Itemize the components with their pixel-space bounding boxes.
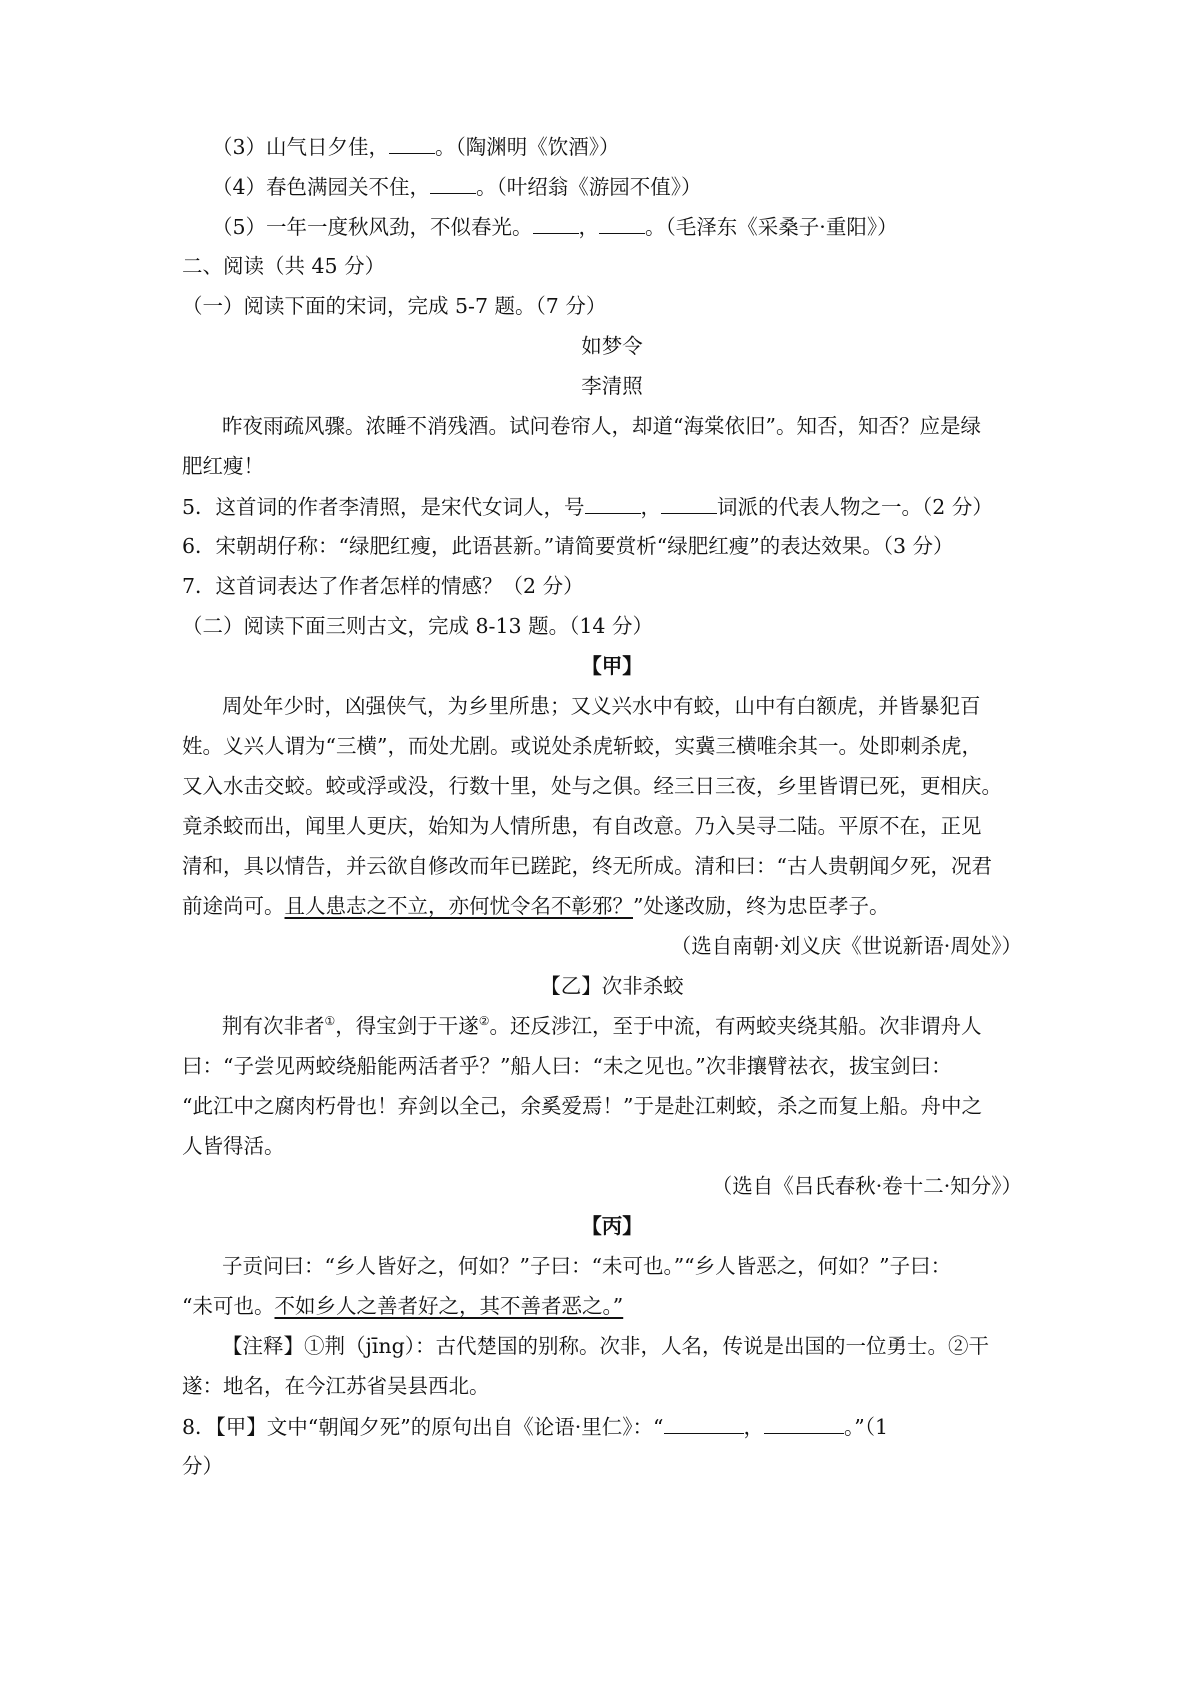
answer-blank[interactable] xyxy=(430,173,476,194)
poem-text-line: 昨夜雨疏风骤。浓睡不消残酒。试问卷帘人，却道“海棠依旧”。知否，知否？应是绿 xyxy=(222,414,981,438)
passage-yi-line: “此江中之腐肉朽骨也！弃剑以全己，余奚爱焉！”于是赴江刺蛟，杀之而复上船。舟中之 xyxy=(182,1094,982,1118)
passage-jia-line: 清和，具以情告，并云欲自修改而年已蹉跎，终无所成。清和曰：“古人贵朝闻夕死，况君 xyxy=(182,854,992,878)
passage-bing-title: 【丙】 xyxy=(581,1214,643,1238)
question-7: 7．这首词表达了作者怎样的情感？（2 分） xyxy=(182,574,584,598)
question-5: 5．这首词的作者李清照，是宋代女词人，号 ， 词派的代表人物之一。（2 分） xyxy=(182,495,993,519)
passage-jia-line: 又入水击交蛟。蛟或浮或没，行数十里，处与之俱。经三日三夜，乡里皆谓已死，更相庆。 xyxy=(182,774,1002,798)
part2-intro: （二）阅读下面三则古文，完成 8-13 题。（14 分） xyxy=(182,614,653,638)
q1-item-4: （4）春色满园关不住， 。（叶绍翁《游园不值》） xyxy=(212,175,702,199)
answer-blank[interactable] xyxy=(764,1413,844,1434)
section-title: 二、阅读（共 45 分） xyxy=(182,254,386,278)
notes-line: 【注释】①荆（jīng）：古代楚国的别称。次非，人名，传说是出国的一位勇士。②干 xyxy=(222,1334,989,1358)
answer-blank[interactable] xyxy=(389,133,435,154)
passage-yi-line: 曰：“子尝见两蛟绕船能两活者乎？”船人曰：“未之见也。”次非攘臂祛衣，拔宝剑曰： xyxy=(182,1054,952,1078)
poem-author: 李清照 xyxy=(581,374,643,398)
passage-yi-line: 人皆得活。 xyxy=(182,1134,285,1158)
q1-item-5: （5）一年一度秋风劲，不似春光。 ， 。（毛泽东《采桑子·重阳》） xyxy=(212,215,898,239)
answer-blank[interactable] xyxy=(664,1413,744,1434)
passage-yi-source: （选自《吕氏春秋·卷十二·知分》） xyxy=(711,1174,1022,1198)
part1-intro: （一）阅读下面的宋词，完成 5-7 题。（7 分） xyxy=(182,294,607,318)
question-8: 8．【甲】文中“朝闻夕死”的原句出自《论语·里仁》：“ ， 。”（1 xyxy=(182,1415,889,1439)
passage-jia-line: 竟杀蛟而出，闻里人更庆，始知为人情所患，有自改意。乃入吴寻二陆。平原不在，正见 xyxy=(182,814,982,838)
notes-line: 遂：地名，在今江苏省吴县西北。 xyxy=(182,1374,490,1398)
q1-item-3: （3）山气日夕佳， 。（陶渊明《饮酒》） xyxy=(212,135,620,159)
poem-text-line: 肥红瘦！ xyxy=(182,454,264,478)
passage-yi-title: 【乙】次非杀蛟 xyxy=(540,974,684,998)
answer-blank[interactable] xyxy=(661,493,717,514)
passage-bing-line: 子贡问曰：“乡人皆好之，何如？”子曰：“未可也。”“乡人皆恶之，何如？”子曰： xyxy=(222,1254,952,1278)
passage-jia-source: （选自南朝·刘义庆《世说新语·周处》） xyxy=(670,934,1022,958)
underlined-sentence: 不如乡人之善者好之，其不善者恶之。” xyxy=(274,1294,624,1318)
passage-jia-title: 【甲】 xyxy=(581,654,643,678)
underlined-sentence: 且人患志之不立，亦何忧令名不彰邪？ xyxy=(284,894,633,918)
note-marker: ② xyxy=(478,1014,490,1029)
passage-jia-line: 姓。义兴人谓为“三横”，而处尤剧。或说处杀虎斩蛟，实冀三横唯余其一。处即刺杀虎， xyxy=(182,734,982,758)
poem-title: 如梦令 xyxy=(581,334,643,358)
passage-jia-line: 周处年少时，凶强侠气，为乡里所患；又义兴水中有蛟，山中有白额虎，并皆暴犯百 xyxy=(222,694,981,718)
passage-yi-line: 荆有次非者①，得宝剑于干遂②。还反涉江，至于中流，有两蛟夹绕其船。次非谓舟人 xyxy=(222,1014,982,1038)
passage-jia-last-line: 前途尚可。且人患志之不立，亦何忧令名不彰邪？”处遂改励，终为忠臣孝子。 xyxy=(182,894,890,918)
answer-blank[interactable] xyxy=(585,493,641,514)
note-marker: ① xyxy=(324,1014,336,1029)
answer-blank[interactable] xyxy=(599,213,645,234)
passage-bing-line: “未可也。不如乡人之善者好之，其不善者恶之。” xyxy=(182,1294,624,1318)
answer-blank[interactable] xyxy=(533,213,579,234)
question-8-continued: 分） xyxy=(182,1454,223,1478)
question-6: 6．宋朝胡仔称：“绿肥红瘦，此语甚新。”请简要赏析“绿肥红瘦”的表达效果。（3 分） xyxy=(182,534,954,558)
